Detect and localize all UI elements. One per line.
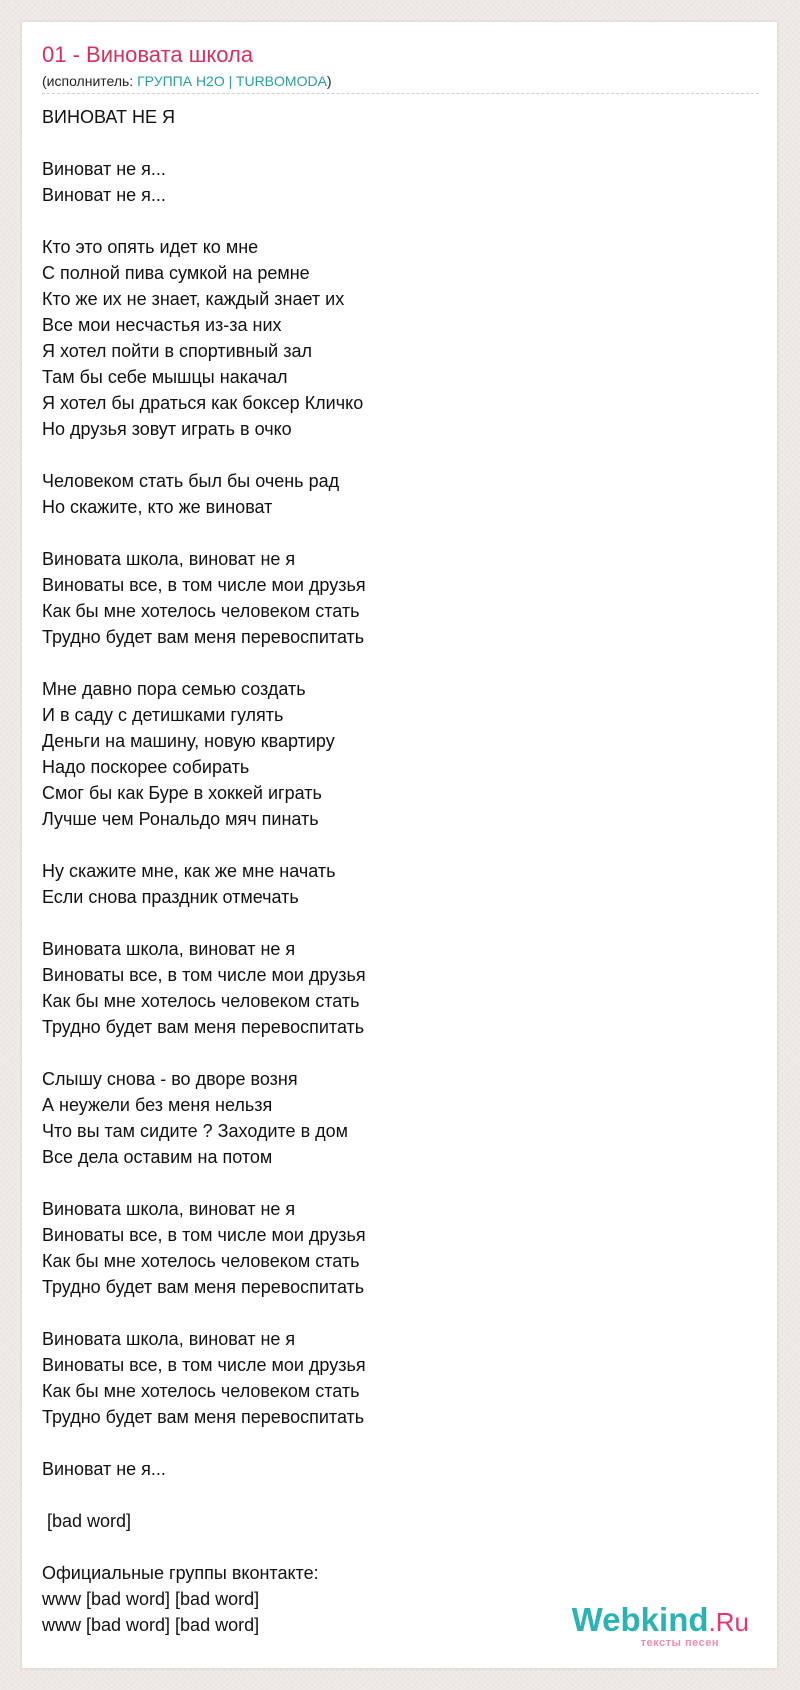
- lyric-line: Слышу снова - во дворе возня: [42, 1069, 298, 1089]
- song-title: 01 - Виновата школа: [42, 42, 254, 67]
- lyric-line: Кто же их не знает, каждый знает их: [42, 289, 345, 309]
- lyric-blank-line: [42, 832, 742, 858]
- artist-line: [42, 72, 332, 90]
- lyric-line: Виноваты все, в том числе мои друзья: [42, 965, 366, 985]
- lyric-line: Человеком стать был бы очень рад: [42, 471, 340, 491]
- lyric-line: ВИНОВАТ НЕ Я: [42, 107, 175, 127]
- lyric-blank-line: [42, 208, 742, 234]
- lyric-line: Как бы мне хотелось человеком стать: [42, 991, 360, 1011]
- lyric-blank-line: [42, 1430, 742, 1456]
- lyrics-card: [21, 21, 778, 1669]
- lyric-line: Я хотел пойти в спортивный зал: [42, 341, 312, 361]
- lyric-line: Все мои несчастья из-за них: [42, 315, 282, 335]
- lyric-line: Кто это опять идет ко мне: [42, 237, 259, 257]
- lyric-line: Как бы мне хотелось человеком стать: [42, 601, 360, 621]
- lyric-line: Надо поскорее собирать: [42, 757, 250, 777]
- lyric-line: Виновата школа, виноват не я: [42, 1329, 296, 1349]
- lyric-line: Официальные группы вконтакте:: [42, 1563, 319, 1583]
- lyric-line: Что вы там сидите ? Заходите в дом: [42, 1121, 349, 1141]
- lyric-line: Деньги на машину, новую квартиру: [42, 731, 335, 751]
- lyric-blank-line: [42, 1300, 742, 1326]
- lyric-line: Как бы мне хотелось человеком стать: [42, 1381, 360, 1401]
- lyric-blank-line: [42, 1040, 742, 1066]
- lyric-blank-line: [42, 1482, 742, 1508]
- lyric-line: Трудно будет вам меня перевоспитать: [42, 1277, 365, 1297]
- lyric-line: Трудно будет вам меня перевоспитать: [42, 627, 365, 647]
- webkind-logo-tld: .Ru: [708, 1607, 749, 1637]
- lyric-line: Виноваты все, в том числе мои друзья: [42, 1355, 366, 1375]
- webkind-logo-brand: Webkind: [571, 1601, 709, 1638]
- lyric-line: Виновата школа, виноват не я: [42, 939, 296, 959]
- lyric-blank-line: [42, 1534, 742, 1560]
- lyric-line: www [bad word] [bad word]: [42, 1615, 260, 1635]
- lyric-line: С полной пива сумкой на ремне: [42, 263, 310, 283]
- title-divider: [42, 93, 759, 94]
- webkind-logo-wordmark: [572, 1602, 749, 1640]
- lyric-line: Виноваты все, в том числе мои друзья: [42, 575, 366, 595]
- lyric-blank-line: [42, 910, 742, 936]
- lyric-blank-line: [42, 650, 742, 676]
- artist-link[interactable]: ГРУППА H2O | TURBOMODA: [137, 73, 327, 89]
- lyric-line: Виноват не я...: [42, 185, 166, 205]
- lyric-line: Виновата школа, виноват не я: [42, 549, 296, 569]
- lyric-line: Но скажите, кто же виноват: [42, 497, 273, 517]
- lyric-line: Виновата школа, виноват не я: [42, 1199, 296, 1219]
- lyric-line: Виноват не я...: [42, 1459, 166, 1479]
- lyric-line: Трудно будет вам меня перевоспитать: [42, 1407, 365, 1427]
- lyric-line: Там бы себе мышцы накачал: [42, 367, 288, 387]
- artist-suffix: ): [326, 73, 332, 89]
- lyric-line: Лучше чем Рональдо мяч пинать: [42, 809, 319, 829]
- lyric-line: Как бы мне хотелось человеком стать: [42, 1251, 360, 1271]
- webkind-logo: [549, 1602, 749, 1650]
- lyric-line: Я хотел бы драться как боксер Кличко: [42, 393, 364, 413]
- artist-prefix: (исполнитель:: [42, 73, 138, 89]
- lyric-blank-line: [42, 130, 742, 156]
- lyric-line: [bad word]: [42, 1511, 132, 1531]
- lyric-line: Все дела оставим на потом: [42, 1147, 273, 1167]
- lyric-line: Если снова праздник отмечать: [42, 887, 299, 907]
- lyric-blank-line: [42, 442, 742, 468]
- lyric-line: Трудно будет вам меня перевоспитать: [42, 1017, 365, 1037]
- lyric-line: Мне давно пора семью создать: [42, 679, 306, 699]
- lyric-blank-line: [42, 1170, 742, 1196]
- lyric-line: А неужели без меня нельзя: [42, 1095, 273, 1115]
- webkind-logo-tagline: тексты песен: [640, 1637, 719, 1649]
- lyric-blank-line: [42, 520, 742, 546]
- lyric-line: Виноваты все, в том числе мои друзья: [42, 1225, 366, 1245]
- lyric-line: Но друзья зовут играть в очко: [42, 419, 292, 439]
- lyric-line: www [bad word] [bad word]: [42, 1589, 260, 1609]
- lyric-line: Ну скажите мне, как же мне начать: [42, 861, 336, 881]
- lyric-line: И в саду с детишками гулять: [42, 705, 284, 725]
- lyric-line: Смог бы как Буре в хоккей играть: [42, 783, 322, 803]
- lyric-line: Виноват не я...: [42, 159, 166, 179]
- lyrics-body: [42, 104, 742, 1638]
